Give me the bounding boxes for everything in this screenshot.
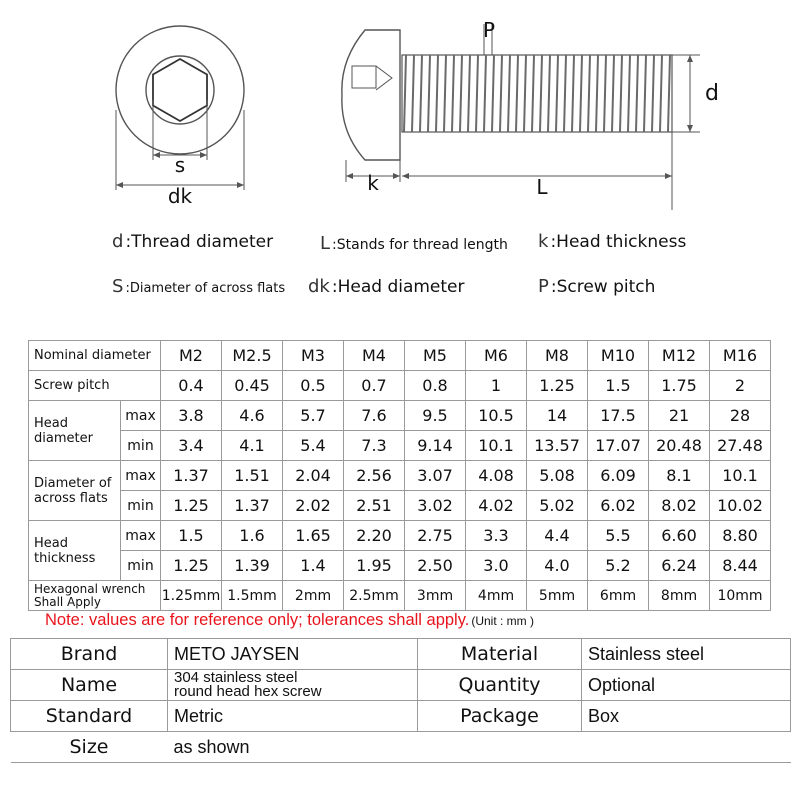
pitch-cell: 1.5	[588, 371, 649, 401]
wrench-cell: 1.25mm	[161, 581, 222, 611]
name-value-line-2: round head hex screw	[174, 683, 322, 700]
value-cell: 17.5	[588, 401, 649, 431]
legend-across-flats	[112, 276, 285, 297]
legend-head-diameter	[308, 276, 465, 297]
row-head-diameter-min	[29, 431, 771, 461]
value-cell: 10.1	[710, 461, 771, 491]
name-value-line-1: 304 stainless steel	[174, 669, 298, 686]
pitch-cell: 1	[466, 371, 527, 401]
name-key: Name	[11, 670, 168, 701]
size-cell: M2	[161, 341, 222, 371]
min-label: min	[121, 431, 161, 461]
legend-screw-pitch	[538, 276, 655, 297]
value-cell: 1.25	[161, 551, 222, 581]
legend-desc: :Head diameter	[331, 277, 465, 297]
wrench-cell: 3mm	[405, 581, 466, 611]
value-cell: 6.60	[649, 521, 710, 551]
material-key: Material	[418, 639, 582, 670]
value-cell: 8.02	[649, 491, 710, 521]
pitch-cell: 1.75	[649, 371, 710, 401]
pitch-label: Screw pitch	[29, 371, 161, 401]
size-key: Size	[11, 732, 168, 763]
wrench-cell: 1.5mm	[222, 581, 283, 611]
max-label: max	[121, 461, 161, 491]
row-flats-max	[29, 461, 771, 491]
thickness-label: Head thickness	[29, 521, 121, 581]
label-dk: dk	[167, 184, 193, 208]
size-cell: M2.5	[222, 341, 283, 371]
value-cell: 9.14	[405, 431, 466, 461]
flats-label: Diameter of across flats	[29, 461, 121, 521]
value-cell: 27.48	[710, 431, 771, 461]
wrench-cell: 2mm	[283, 581, 344, 611]
legend-desc: :Stands for thread length	[332, 237, 508, 253]
note-text: Note: values are for reference only; tolerances shall apply.	[45, 611, 470, 629]
row-flats-min	[29, 491, 771, 521]
row-wrench	[29, 581, 771, 611]
size-value: as shown	[168, 732, 791, 763]
value-cell: 1.25	[161, 491, 222, 521]
value-cell: 6.02	[588, 491, 649, 521]
nominal-label: Nominal diameter	[29, 341, 161, 371]
value-cell: 5.7	[283, 401, 344, 431]
pitch-cell: 1.25	[527, 371, 588, 401]
value-cell: 17.07	[588, 431, 649, 461]
wrench-cell: 6mm	[588, 581, 649, 611]
material-value: Stainless steel	[582, 639, 791, 670]
pitch-cell: 0.8	[405, 371, 466, 401]
value-cell: 2.50	[405, 551, 466, 581]
size-cell: M16	[710, 341, 771, 371]
legend-thread-diameter	[112, 231, 273, 252]
value-cell: 13.57	[527, 431, 588, 461]
value-cell: 3.02	[405, 491, 466, 521]
row-thickness-max	[29, 521, 771, 551]
row-head-diameter-max	[29, 401, 771, 431]
pitch-cell: 0.7	[344, 371, 405, 401]
value-cell: 1.6	[222, 521, 283, 551]
row-nominal	[29, 341, 771, 371]
value-cell: 28	[710, 401, 771, 431]
value-cell: 20.48	[649, 431, 710, 461]
label-p: P	[482, 18, 496, 42]
row-thickness-min	[29, 551, 771, 581]
value-cell: 3.07	[405, 461, 466, 491]
value-cell: 1.37	[222, 491, 283, 521]
min-label: min	[121, 491, 161, 521]
label-k: k	[367, 171, 379, 195]
size-cell: M10	[588, 341, 649, 371]
value-cell: 10.02	[710, 491, 771, 521]
info-row-size	[11, 732, 791, 763]
wrench-cell: 2.5mm	[344, 581, 405, 611]
value-cell: 1.39	[222, 551, 283, 581]
legend-desc: :Screw pitch	[550, 277, 656, 297]
legend-head-thickness	[538, 231, 686, 252]
legend-symbol: S	[112, 276, 124, 297]
pitch-cell: 0.4	[161, 371, 222, 401]
value-cell: 2.75	[405, 521, 466, 551]
info-row-standard	[11, 701, 791, 732]
value-cell: 2.56	[344, 461, 405, 491]
value-cell: 1.37	[161, 461, 222, 491]
legend-symbol: P	[538, 276, 549, 297]
max-label: max	[121, 401, 161, 431]
value-cell: 9.5	[405, 401, 466, 431]
value-cell: 10.1	[466, 431, 527, 461]
product-info-table	[10, 638, 791, 763]
value-cell: 21	[649, 401, 710, 431]
value-cell: 1.5	[161, 521, 222, 551]
unit-text: (Unit : mm )	[471, 614, 535, 628]
size-cell: M6	[466, 341, 527, 371]
wrench-cell: 8mm	[649, 581, 710, 611]
value-cell: 8.1	[649, 461, 710, 491]
value-cell: 4.6	[222, 401, 283, 431]
wrench-label-line-1: Hexagonal wrench	[34, 581, 146, 596]
label-s: s	[174, 153, 186, 177]
brand-value: METO JAYSEN	[168, 639, 418, 670]
max-label: max	[121, 521, 161, 551]
value-cell: 5.02	[527, 491, 588, 521]
legend-symbol: L	[320, 233, 331, 254]
wrench-label-line-2: Shall Apply	[34, 594, 101, 609]
min-label: min	[121, 551, 161, 581]
value-cell: 6.24	[649, 551, 710, 581]
value-cell: 2.51	[344, 491, 405, 521]
value-cell: 4.1	[222, 431, 283, 461]
size-cell: M8	[527, 341, 588, 371]
value-cell: 7.6	[344, 401, 405, 431]
quantity-value: Optional	[582, 670, 791, 701]
value-cell: 3.8	[161, 401, 222, 431]
value-cell: 6.09	[588, 461, 649, 491]
screw-diagram	[0, 0, 800, 320]
row-pitch	[29, 371, 771, 401]
value-cell: 5.2	[588, 551, 649, 581]
quantity-key: Quantity	[418, 670, 582, 701]
reference-note	[45, 611, 534, 630]
size-cell: M12	[649, 341, 710, 371]
value-cell: 1.95	[344, 551, 405, 581]
value-cell: 4.02	[466, 491, 527, 521]
value-cell: 4.4	[527, 521, 588, 551]
info-row-name	[11, 670, 791, 701]
standard-value: Metric	[168, 701, 418, 732]
pitch-cell: 0.45	[222, 371, 283, 401]
brand-key: Brand	[11, 639, 168, 670]
name-value	[168, 670, 418, 701]
legend-symbol: dk	[308, 276, 330, 297]
value-cell: 8.80	[710, 521, 771, 551]
wrench-cell: 4mm	[466, 581, 527, 611]
spec-table	[28, 340, 771, 611]
package-value: Box	[582, 701, 791, 732]
size-cell: M3	[283, 341, 344, 371]
value-cell: 7.3	[344, 431, 405, 461]
value-cell: 1.65	[283, 521, 344, 551]
legend-desc: :Diameter of across flats	[125, 281, 286, 296]
head-diameter-label: Head diameter	[29, 401, 121, 461]
standard-key: Standard	[11, 701, 168, 732]
legend-symbol: k	[538, 231, 549, 252]
value-cell: 3.0	[466, 551, 527, 581]
value-cell: 2.04	[283, 461, 344, 491]
value-cell: 8.44	[710, 551, 771, 581]
legend-desc: :Thread diameter	[125, 232, 274, 252]
value-cell: 1.51	[222, 461, 283, 491]
value-cell: 2.02	[283, 491, 344, 521]
value-cell: 3.3	[466, 521, 527, 551]
wrench-cell: 5mm	[527, 581, 588, 611]
label-d: d	[705, 81, 719, 106]
legend-symbol: d	[112, 231, 124, 252]
size-cell: M5	[405, 341, 466, 371]
wrench-cell: 10mm	[710, 581, 771, 611]
value-cell: 4.0	[527, 551, 588, 581]
value-cell: 10.5	[466, 401, 527, 431]
info-row-brand	[11, 639, 791, 670]
value-cell: 5.5	[588, 521, 649, 551]
wrench-label	[29, 581, 161, 611]
value-cell: 14	[527, 401, 588, 431]
value-cell: 5.4	[283, 431, 344, 461]
value-cell: 4.08	[466, 461, 527, 491]
pitch-cell: 0.5	[283, 371, 344, 401]
legend-desc: :Head thickness	[550, 232, 687, 252]
screw-side-view	[342, 30, 672, 160]
value-cell: 5.08	[527, 461, 588, 491]
value-cell: 1.4	[283, 551, 344, 581]
value-cell: 3.4	[161, 431, 222, 461]
size-cell: M4	[344, 341, 405, 371]
value-cell: 2.20	[344, 521, 405, 551]
package-key: Package	[418, 701, 582, 732]
label-l: L	[536, 175, 548, 199]
pitch-cell: 2	[710, 371, 771, 401]
legend-thread-length	[320, 233, 508, 254]
